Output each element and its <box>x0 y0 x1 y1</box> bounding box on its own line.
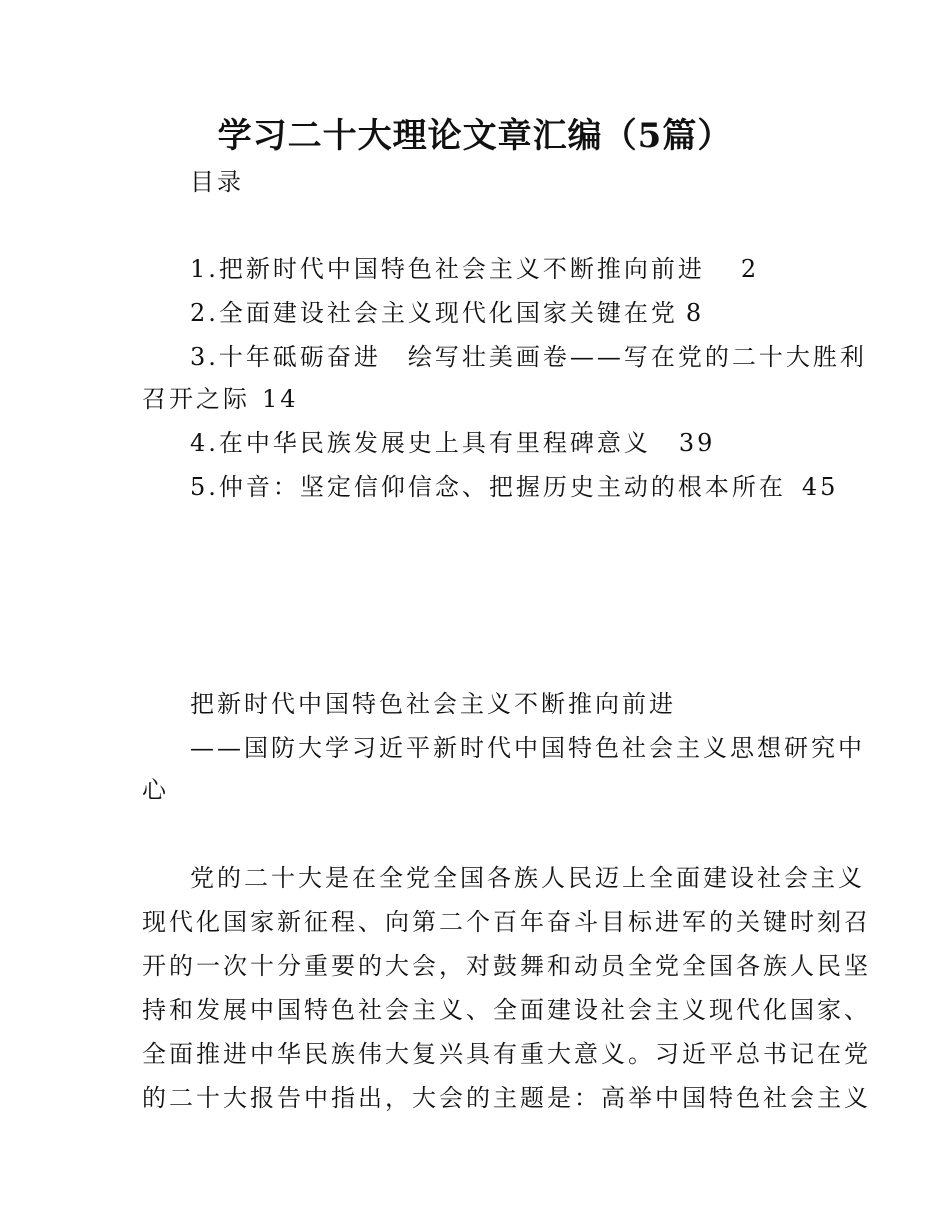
toc-entry-text: 3.十年砥砺奋进 绘写壮美画卷——写在党的二十大胜利 <box>190 343 867 371</box>
document-title: 学习二十大理论文章汇编（5篇） <box>217 116 733 156</box>
article-paragraph-line: 开的一次十分重要的大会，对鼓舞和动员全党全国各族人民坚 <box>142 952 871 980</box>
toc-entry-1[interactable] <box>190 247 759 291</box>
toc-entry-page: 45 <box>801 473 839 501</box>
toc-entry-text: 4.在中华民族发展史上具有里程碑意义 <box>190 429 651 457</box>
article-paragraph-line: 党的二十大是在全党全国各族人民迈上全面建设社会主义 <box>190 864 865 892</box>
toc-entry-2[interactable] <box>190 291 704 335</box>
toc-heading: 目录 <box>190 168 244 196</box>
toc-entry-text: 5.仲音：坚定信仰信念、把握历史主动的根本所在 <box>190 473 786 501</box>
article-title: 把新时代中国特色社会主义不断推向前进 <box>190 690 676 718</box>
toc-entry-4[interactable] <box>190 421 715 465</box>
toc-entry-page: 39 <box>678 429 716 457</box>
toc-entry-text: 2.全面建设社会主义现代化国家关键在党 <box>190 299 678 327</box>
article-paragraph-line: 持和发展中国特色社会主义、全面建设社会主义现代化国家、 <box>142 996 871 1024</box>
article-author-line-continued: 心 <box>142 776 169 804</box>
toc-entry-page: 14 <box>262 385 299 413</box>
toc-entry-5[interactable] <box>190 465 838 509</box>
article-paragraph-line: 全面推进中华民族伟大复兴具有重大意义。习近平总书记在党 <box>142 1040 871 1068</box>
toc-entry-page: 2 <box>740 255 760 283</box>
article-author-line: ——国防大学习近平新时代中国特色社会主义思想研究中 <box>190 734 865 762</box>
toc-entry-page: 8 <box>685 299 705 327</box>
article-paragraph-line: 的二十大报告中指出，大会的主题是：高举中国特色社会主义 <box>142 1084 871 1112</box>
toc-entry-3-continuation[interactable] <box>142 377 299 421</box>
toc-entry-text: 1.把新时代中国特色社会主义不断推向前进 <box>190 255 705 283</box>
article-paragraph-line: 现代化国家新征程、向第二个百年奋斗目标进军的关键时刻召 <box>142 908 871 936</box>
toc-entry-text: 召开之际 <box>142 385 250 413</box>
toc-entry-3[interactable] <box>190 335 867 379</box>
